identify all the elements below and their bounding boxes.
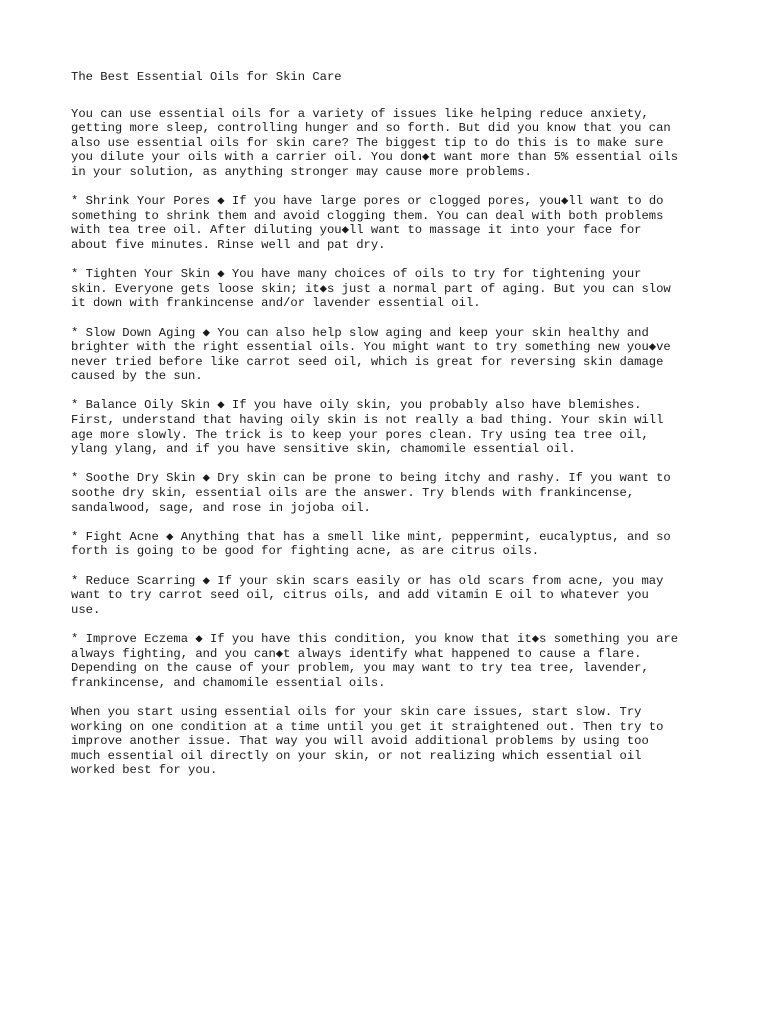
intro-paragraph: You can use essential oils for a variety of issues like helping reduce anxiety, getting more sleep, controlling hunger and so forth. But did you know that you can also use essential oils for skin care? The biggest tip to do this is to make sure you dilute your oils with a carrier oil. You don◆t want more than 5% essential oils in your solution, as anything stronger may cause more problems.	[71, 106, 679, 179]
tip-slow-aging: * Slow Down Aging ◆ You can also help slow aging and keep your skin healthy and brighter with the right essential oils. You might want to try something new you◆ve never tried before like carrot seed oil, which is great for reversing skin damage caused by the sun.	[71, 325, 671, 384]
document-page	[71, 70, 711, 793]
tip-fight-acne: * Fight Acne ◆ Anything that has a smell like mint, peppermint, eucalyptus, and so forth is going to be good for fighting acne, as are citrus oils.	[71, 529, 671, 559]
tip-reduce-scarring: * Reduce Scarring ◆ If your skin scars easily or has old scars from acne, you may want to try carrot seed oil, citrus oils, and add vitamin E oil to whatever you use.	[71, 573, 664, 617]
tip-balance-oily-skin: * Balance Oily Skin ◆ If you have oily skin, you probably also have blemishes. First, understand that having oily skin is not really a bad thing. Your skin will age more slowly. The trick is to keep your pores clean. Try using tea tree oil, ylang ylang, and if you have sensitive skin, chamomile essential oil.	[71, 398, 664, 457]
tip-soothe-dry-skin: * Soothe Dry Skin ◆ Dry skin can be prone to being itchy and rashy. If you want to soothe dry skin, essential oils are the answer. Try blends with frankincense, sandalwood, sage, and rose in jojoba oil.	[71, 471, 671, 515]
tip-improve-eczema: * Improve Eczema ◆ If you have this condition, you know that it◆s something you are always fighting, and you can◆t always identify what happened to cause a flare. Depending on the cause of your problem, you may want to try tea tree, lavender, frankincense, and chamomile essential oils.	[71, 631, 679, 690]
document-title: The Best Essential Oils for Skin Care	[71, 70, 342, 84]
conclusion-paragraph: When you start using essential oils for your skin care issues, start slow. Try working on one condition at a time until you get it straightened out. Then try to improve another issue. That way you will avoid additional problems by using too much essential oil directly on your skin, or not realizing which essential oil worked best for you.	[71, 704, 664, 778]
tip-shrink-pores: * Shrink Your Pores ◆ If you have large pores or clogged pores, you◆ll want to do something to shrink them and avoid clogging them. You can deal with both problems with tea tree oil. After diluting you◆ll want to massage it into your face for about five minutes. Rinse well and pat dry.	[71, 194, 664, 252]
tip-tighten-skin: * Tighten Your Skin ◆ You have many choices of oils to try for tightening your skin. Everyone gets loose skin; it◆s just a normal part of aging. But you can slow it down with frankincense and/or lavender essential oil.	[71, 267, 671, 311]
